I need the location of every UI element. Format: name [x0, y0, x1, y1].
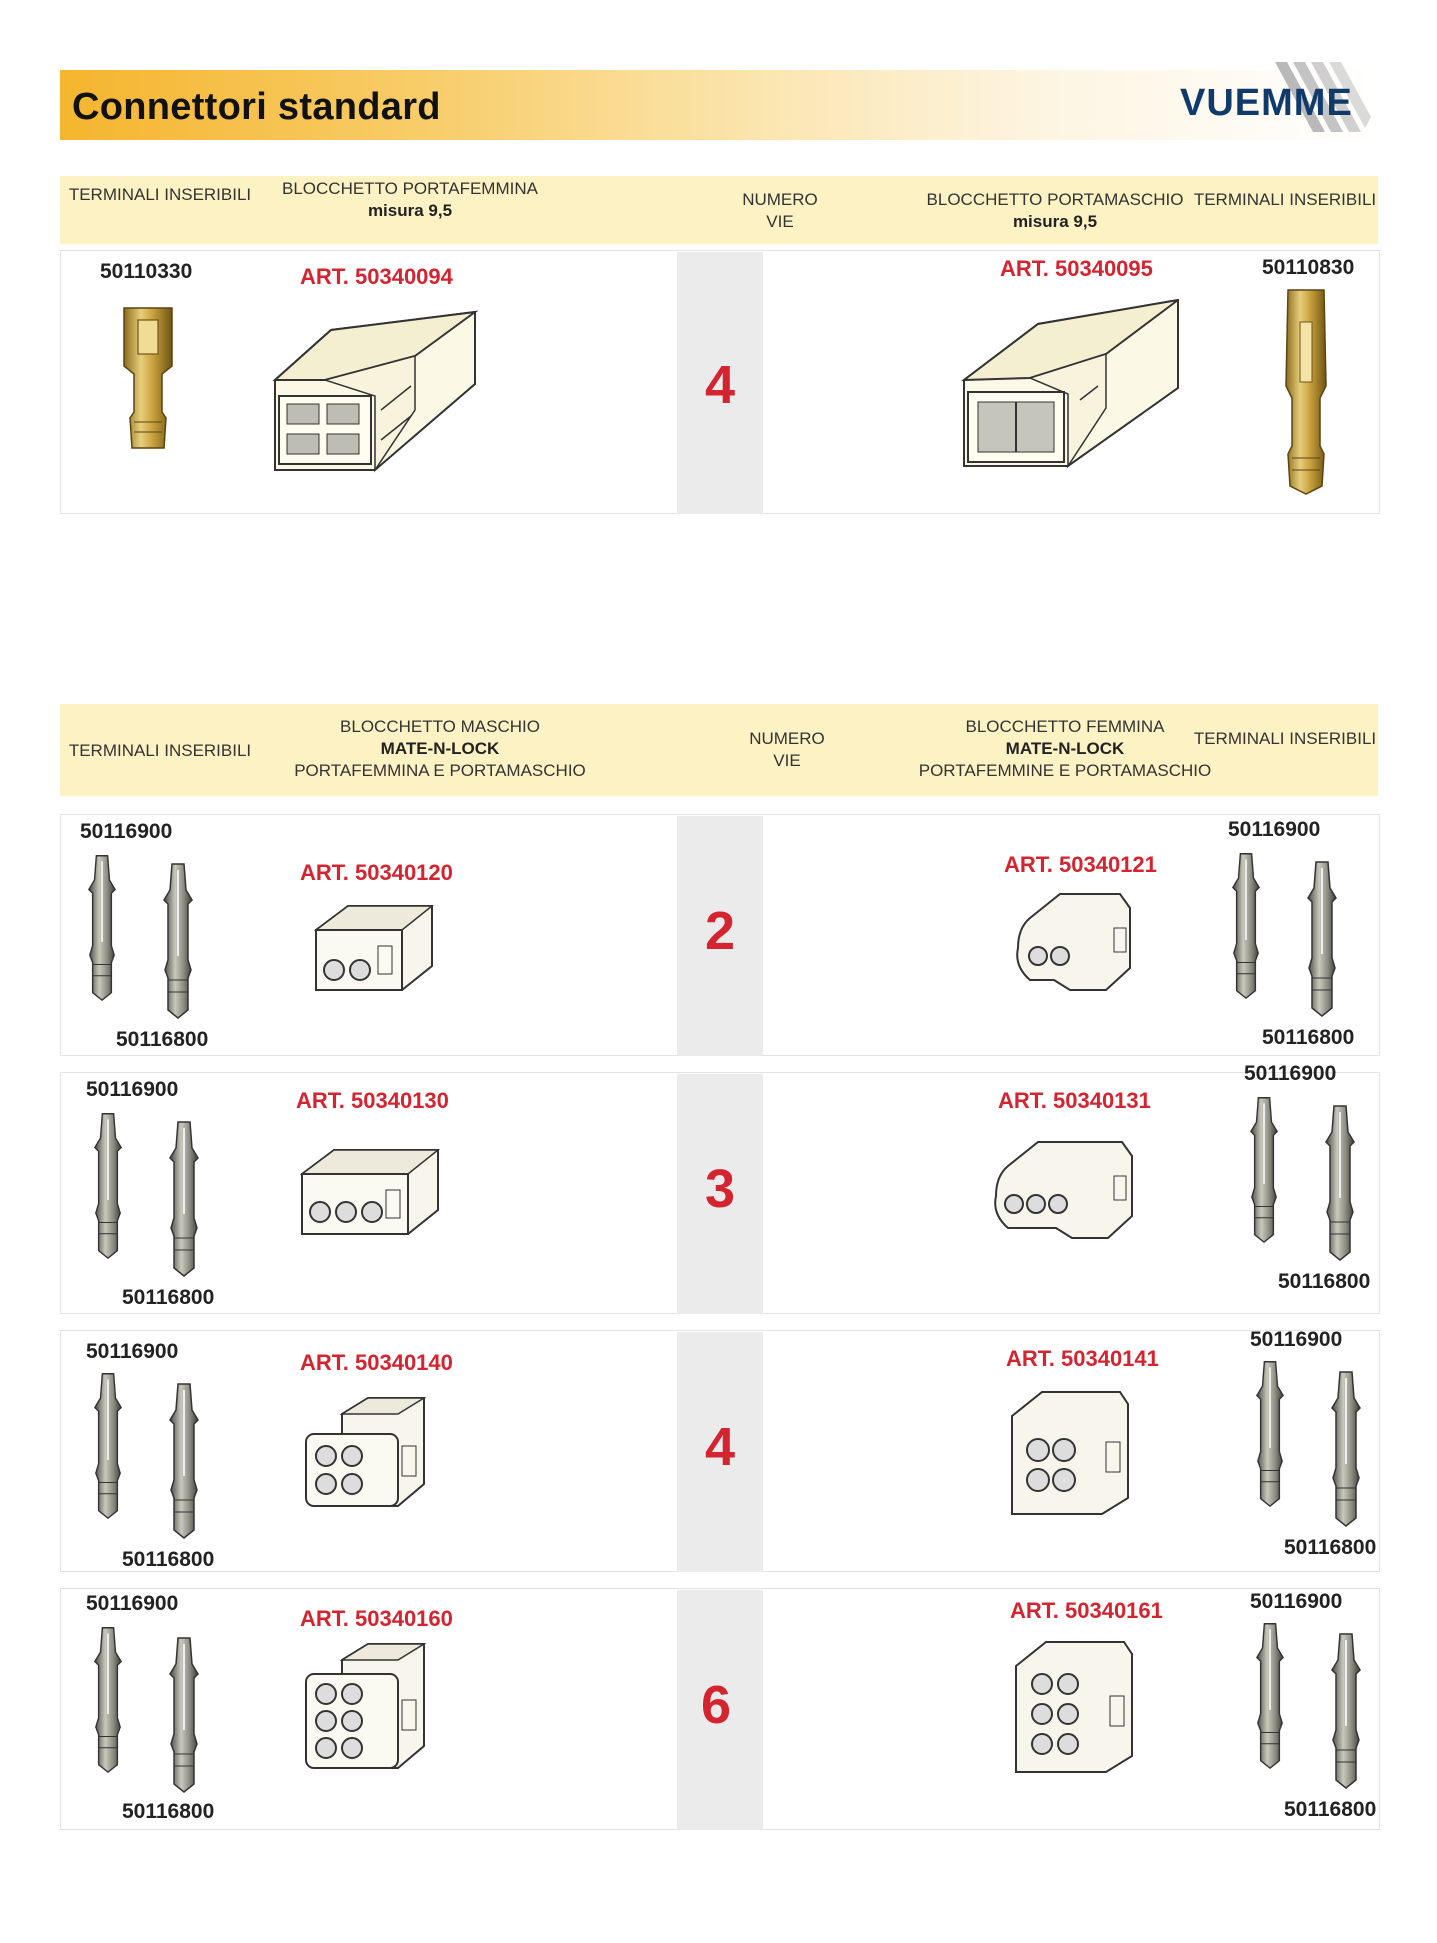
s2-number-header	[677, 728, 897, 772]
logo-text: VUEMME	[1180, 82, 1353, 124]
s2-row-3-right-top-code: 50116900	[1250, 1328, 1343, 1351]
s1-terminals-left-header: TERMINALI INSERIBILI	[68, 185, 252, 204]
s2-row-4-left-bottom-code: 50116800	[122, 1800, 215, 1823]
gold-male-terminal-icon	[1280, 286, 1332, 496]
male-pin-icon	[1326, 1368, 1366, 1528]
s2-row-4-right-top-code: 50116900	[1250, 1590, 1343, 1613]
female-pin-icon	[1250, 1620, 1290, 1770]
s2-row-2-left-top-code: 50116900	[86, 1078, 179, 1101]
section1-header	[60, 176, 1378, 244]
s2-left-line2: MATE-N-LOCK	[380, 739, 500, 758]
s2-right-line1: BLOCCHETTO FEMMINA	[965, 717, 1165, 736]
s1-right-block-title: BLOCCHETTO PORTAMASCHIO	[926, 190, 1184, 209]
s1-number-header	[670, 189, 890, 233]
s1-right-terminal-code: 50110830	[1262, 256, 1355, 279]
s2-number-line2: VIE	[773, 751, 801, 770]
s2-row-2-right-art: ART. 50340131	[998, 1088, 1151, 1113]
s2-left-block-header	[290, 716, 590, 782]
s2-row-3-left-art: ART. 50340140	[300, 1350, 453, 1375]
s2-row-1-right-bottom-code: 50116800	[1262, 1026, 1355, 1049]
s2-row-1-left-top-code: 50116900	[80, 820, 173, 843]
connector-housing-50340094-icon	[265, 300, 480, 472]
s2-row-2-left-art: ART. 50340130	[296, 1088, 449, 1113]
s1-right-art: ART. 50340095	[1000, 256, 1153, 281]
s2-row-4-left-art: ART. 50340160	[300, 1606, 453, 1631]
s2-row-1-right-art: ART. 50340121	[1004, 852, 1157, 877]
s2-row-4-number: 6	[700, 1675, 732, 1735]
female-pin-icon	[1226, 850, 1266, 1000]
receptacle-6way-icon	[1006, 1636, 1136, 1776]
s2-row-2-right-bottom-code: 50116800	[1278, 1270, 1371, 1293]
section2-header	[60, 704, 1378, 796]
connector-housing-50340095-icon	[958, 290, 1183, 470]
female-pin-icon	[82, 852, 122, 1002]
s2-right-line3: PORTAFEMMINE E PORTAMASCHIO	[918, 761, 1212, 780]
s1-left-block-title: BLOCCHETTO PORTAFEMMINA	[282, 179, 538, 198]
receptacle-4way-icon	[1002, 1386, 1132, 1518]
plug-6way-icon	[302, 1640, 430, 1774]
s1-left-block-sub: misura 9,5	[367, 201, 453, 220]
plug-4way-icon	[302, 1394, 430, 1514]
s2-row-4-left-top-code: 50116900	[86, 1592, 179, 1615]
male-pin-icon	[1320, 1102, 1360, 1262]
s1-number-line2: VIE	[766, 212, 794, 231]
s2-row-2-right-top-code: 50116900	[1244, 1062, 1337, 1085]
s1-terminals-right-header: TERMINALI INSERIBILI	[1193, 190, 1377, 209]
male-pin-icon	[164, 1380, 204, 1540]
s2-row-3-right-art: ART. 50340141	[1006, 1346, 1159, 1371]
s2-left-line3: PORTAFEMMINA E PORTAMASCHIO	[294, 761, 586, 780]
receptacle-3way-icon	[988, 1136, 1136, 1244]
s2-row-2-left-bottom-code: 50116800	[122, 1286, 215, 1309]
female-pin-icon	[1250, 1358, 1290, 1508]
s2-row-1-right-top-code: 50116900	[1228, 818, 1321, 841]
male-pin-icon	[164, 1634, 204, 1794]
s2-row-1-number: 2	[704, 901, 736, 961]
s2-row-4-right-bottom-code: 50116800	[1284, 1798, 1377, 1821]
s2-row-4-right-art: ART. 50340161	[1010, 1598, 1163, 1623]
s2-left-line1: BLOCCHETTO MASCHIO	[340, 717, 540, 736]
s1-left-art: ART. 50340094	[300, 264, 453, 289]
vuemme-logo	[1170, 62, 1380, 142]
s2-row-3-number: 4	[704, 1417, 736, 1477]
s1-left-block-header	[270, 178, 550, 222]
s1-number: 4	[704, 355, 736, 415]
s2-number-line1: NUMERO	[749, 729, 825, 748]
s2-row-3-left-top-code: 50116900	[86, 1340, 179, 1363]
s2-row-1-left-art: ART. 50340120	[300, 860, 453, 885]
receptacle-2way-icon	[1010, 888, 1135, 998]
male-pin-icon	[158, 860, 198, 1020]
s1-number-line1: NUMERO	[742, 190, 818, 209]
plug-2way-icon	[312, 896, 442, 996]
female-pin-icon	[88, 1110, 128, 1260]
plug-3way-icon	[298, 1140, 446, 1240]
s2-terminals-right-header: TERMINALI INSERIBILI	[1193, 729, 1377, 748]
s1-right-block-header	[915, 189, 1195, 233]
page-title: Connettori standard	[72, 86, 441, 128]
male-pin-icon	[1302, 858, 1342, 1018]
s2-right-block-header	[915, 716, 1215, 782]
female-pin-icon	[88, 1624, 128, 1774]
male-pin-icon	[164, 1118, 204, 1278]
s2-terminals-left-header: TERMINALI INSERIBILI	[68, 741, 252, 760]
s2-row-2-number: 3	[704, 1159, 736, 1219]
s2-row-3-right-bottom-code: 50116800	[1284, 1536, 1377, 1559]
s2-row-1-left-bottom-code: 50116800	[116, 1028, 209, 1051]
female-pin-icon	[1244, 1094, 1284, 1244]
s2-row-3-left-bottom-code: 50116800	[122, 1548, 215, 1571]
s2-right-line2: MATE-N-LOCK	[1005, 739, 1125, 758]
gold-female-terminal-icon	[118, 302, 178, 454]
female-pin-icon	[88, 1370, 128, 1520]
s1-right-block-sub: misura 9,5	[1012, 212, 1098, 231]
male-pin-icon	[1326, 1630, 1366, 1790]
s1-left-terminal-code: 50110330	[100, 260, 193, 283]
